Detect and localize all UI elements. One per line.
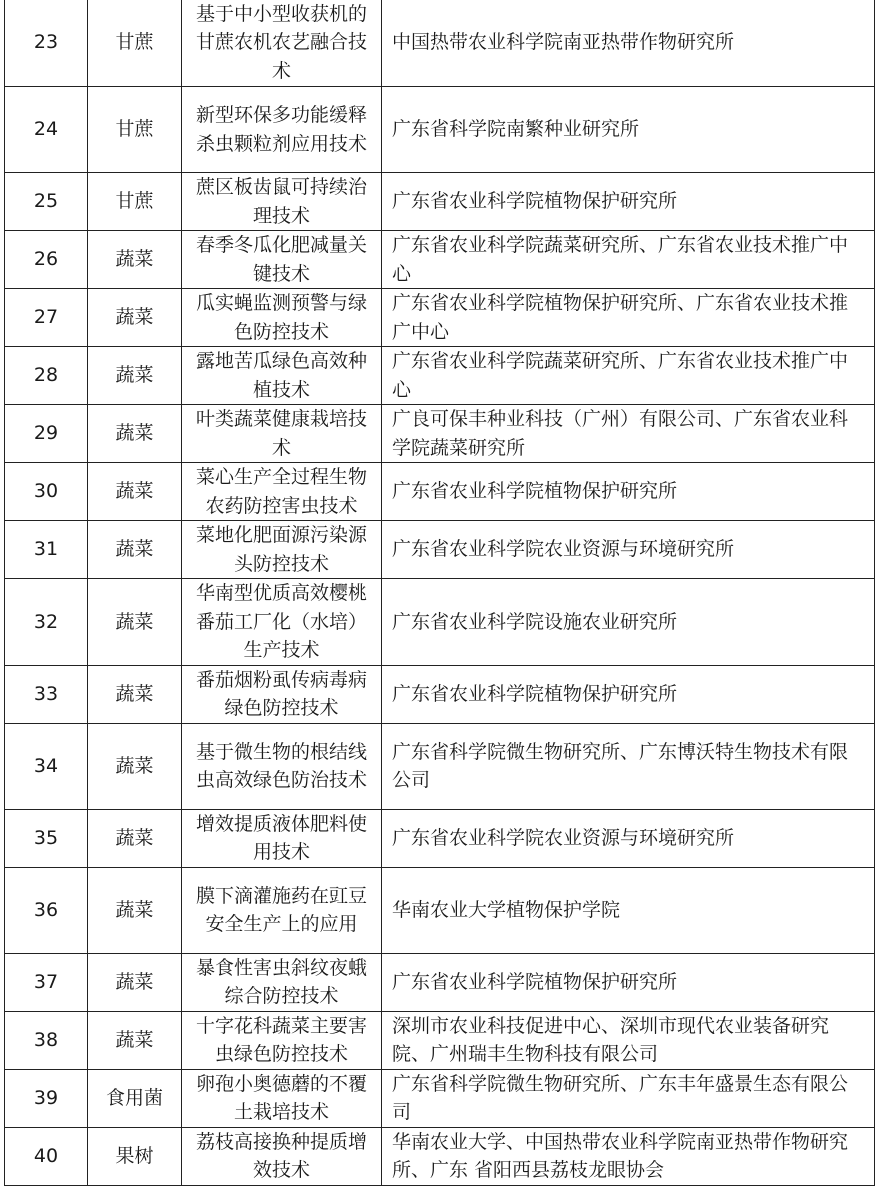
crop-category: 蔬菜 (88, 1011, 182, 1069)
technology-table (4, 0, 875, 1186)
technology-name: 番茄烟粉虱传病毒病绿色防控技术 (182, 665, 382, 723)
row-number: 26 (5, 231, 88, 289)
organization: 广东省农业科学院植物保护研究所 (382, 665, 875, 723)
technology-name: 卵孢小奥德蘑的不覆土栽培技术 (182, 1069, 382, 1127)
crop-category: 蔬菜 (88, 953, 182, 1011)
row-number: 29 (5, 405, 88, 463)
table-row (5, 1127, 875, 1185)
organization: 广东省科学院南繁种业研究所 (382, 87, 875, 173)
crop-category: 蔬菜 (88, 809, 182, 867)
crop-category: 蔬菜 (88, 405, 182, 463)
row-number: 34 (5, 723, 88, 809)
crop-category: 甘蔗 (88, 173, 182, 231)
table-row (5, 1011, 875, 1069)
technology-name: 蔗区板齿鼠可持续治理技术 (182, 173, 382, 231)
table-row (5, 0, 875, 87)
crop-category: 蔬菜 (88, 867, 182, 953)
technology-name: 基于中小型收获机的甘蔗农机农艺融合技术 (182, 0, 382, 87)
table-row (5, 867, 875, 953)
organization: 广东省农业科学院蔬菜研究所、广东省农业技术推广中心 (382, 231, 875, 289)
row-number: 38 (5, 1011, 88, 1069)
technology-name: 膜下滴灌施药在豇豆安全生产上的应用 (182, 867, 382, 953)
row-number: 35 (5, 809, 88, 867)
row-number: 32 (5, 579, 88, 666)
technology-name: 荔枝高接换种提质增效技术 (182, 1127, 382, 1185)
organization: 广良可保丰种业科技（广州）有限公司、广东省农业科学院蔬菜研究所 (382, 405, 875, 463)
crop-category: 果树 (88, 1127, 182, 1185)
technology-name: 叶类蔬菜健康栽培技术 (182, 405, 382, 463)
technology-name: 露地苦瓜绿色高效种植技术 (182, 347, 382, 405)
crop-category: 蔬菜 (88, 665, 182, 723)
row-number: 33 (5, 665, 88, 723)
crop-category: 蔬菜 (88, 347, 182, 405)
table-row (5, 665, 875, 723)
organization: 广东省农业科学院植物保护研究所 (382, 463, 875, 521)
table-row (5, 405, 875, 463)
organization: 华南农业大学、中国热带农业科学院南亚热带作物研究所、广东 省阳西县荔枝龙眼协会 (382, 1127, 875, 1185)
organization: 广东省农业科学院植物保护研究所、广东省农业技术推广中心 (382, 289, 875, 347)
technology-name: 暴食性害虫斜纹夜蛾综合防控技术 (182, 953, 382, 1011)
organization: 广东省农业科学院设施农业研究所 (382, 579, 875, 666)
crop-category: 甘蔗 (88, 87, 182, 173)
organization: 广东省农业科学院植物保护研究所 (382, 173, 875, 231)
row-number: 37 (5, 953, 88, 1011)
technology-name: 华南型优质高效樱桃番茄工厂化（水培）生产技术 (182, 579, 382, 666)
organization: 广东省科学院微生物研究所、广东丰年盛景生态有限公司 (382, 1069, 875, 1127)
crop-category: 蔬菜 (88, 231, 182, 289)
table-row (5, 809, 875, 867)
table-row (5, 579, 875, 666)
organization: 广东省农业科学院农业资源与环境研究所 (382, 809, 875, 867)
row-number: 30 (5, 463, 88, 521)
table-row (5, 231, 875, 289)
technology-name: 菜地化肥面源污染源头防控技术 (182, 521, 382, 579)
technology-name: 基于微生物的根结线虫高效绿色防治技术 (182, 723, 382, 809)
organization: 中国热带农业科学院南亚热带作物研究所 (382, 0, 875, 87)
table-row (5, 723, 875, 809)
crop-category: 蔬菜 (88, 289, 182, 347)
organization: 华南农业大学植物保护学院 (382, 867, 875, 953)
crop-category: 食用菌 (88, 1069, 182, 1127)
row-number: 36 (5, 867, 88, 953)
organization: 广东省农业科学院蔬菜研究所、广东省农业技术推广中心 (382, 347, 875, 405)
table-row (5, 173, 875, 231)
crop-category: 蔬菜 (88, 723, 182, 809)
organization: 广东省科学院微生物研究所、广东博沃特生物技术有限公司 (382, 723, 875, 809)
technology-name: 菜心生产全过程生物农药防控害虫技术 (182, 463, 382, 521)
organization: 深圳市农业科技促进中心、深圳市现代农业装备研究院、广州瑞丰生物科技有限公司 (382, 1011, 875, 1069)
row-number: 25 (5, 173, 88, 231)
technology-name: 春季冬瓜化肥减量关键技术 (182, 231, 382, 289)
crop-category: 蔬菜 (88, 463, 182, 521)
table-row (5, 289, 875, 347)
row-number: 28 (5, 347, 88, 405)
organization: 广东省农业科学院植物保护研究所 (382, 953, 875, 1011)
row-number: 39 (5, 1069, 88, 1127)
row-number: 24 (5, 87, 88, 173)
table-row (5, 347, 875, 405)
row-number: 23 (5, 0, 88, 87)
row-number: 31 (5, 521, 88, 579)
crop-category: 甘蔗 (88, 0, 182, 87)
crop-category: 蔬菜 (88, 521, 182, 579)
technology-name: 十字花科蔬菜主要害虫绿色防控技术 (182, 1011, 382, 1069)
technology-name: 瓜实蝇监测预警与绿色防控技术 (182, 289, 382, 347)
table-row (5, 521, 875, 579)
table-row (5, 953, 875, 1011)
row-number: 40 (5, 1127, 88, 1185)
organization: 广东省农业科学院农业资源与环境研究所 (382, 521, 875, 579)
row-number: 27 (5, 289, 88, 347)
table-row (5, 87, 875, 173)
technology-name: 增效提质液体肥料使用技术 (182, 809, 382, 867)
table-row (5, 1069, 875, 1127)
table-row (5, 463, 875, 521)
crop-category: 蔬菜 (88, 579, 182, 666)
technology-name: 新型环保多功能缓释杀虫颗粒剂应用技术 (182, 87, 382, 173)
